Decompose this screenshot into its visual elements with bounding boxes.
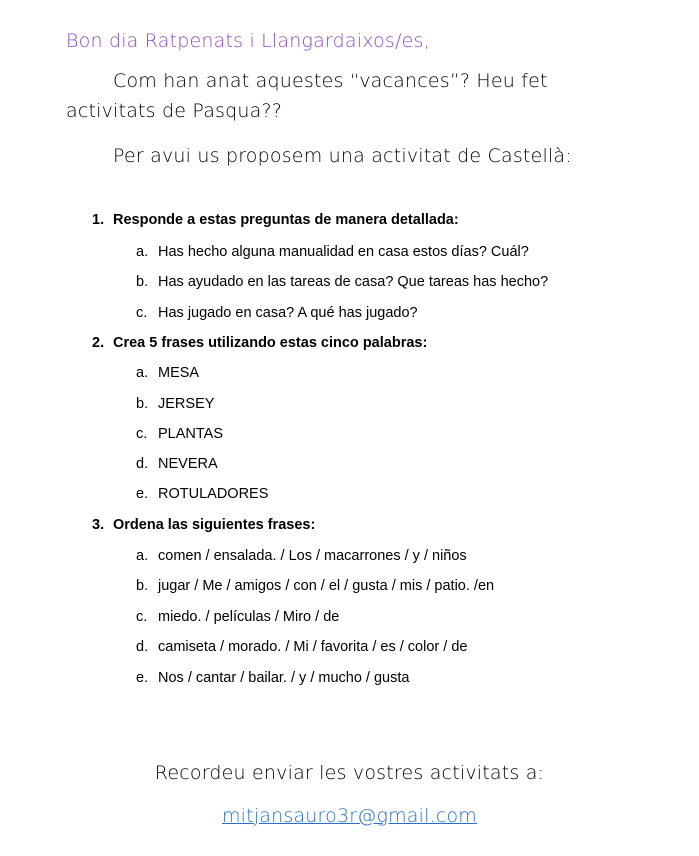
item-letter: a. [136, 244, 149, 260]
item-letter: e. [136, 670, 149, 686]
item-letter: e. [136, 486, 149, 502]
intro-line-1: Com han anat aquestes “vacances”? Heu fet [113, 70, 548, 92]
item-letter: c. [136, 305, 148, 321]
list-item [136, 244, 529, 260]
item-text: Has ayudado en las tareas de casa? Que tareas has hecho? [158, 274, 549, 290]
greeting: Bon dia Ratpenats i Llangardaixos/es, [66, 30, 430, 52]
list-item [136, 274, 548, 290]
item-letter: a. [136, 365, 149, 381]
item-text: Nos / cantar / bailar. / y / mucho / gusta [158, 670, 410, 686]
footer-text: Recordeu enviar les vostres activitats a: [154, 762, 545, 784]
list-item [136, 305, 418, 321]
item-letter: b. [136, 274, 149, 290]
list-item [136, 670, 409, 686]
question-title: Ordena las siguientes frases: [113, 517, 316, 533]
item-text: Has hecho alguna manualidad en casa estos días? Cuál? [158, 244, 529, 260]
item-text: comen / ensalada. / Los / macarrones / y / niños [158, 548, 467, 564]
list-item [136, 578, 494, 594]
item-text: MESA [158, 365, 200, 381]
list-item [136, 426, 223, 442]
item-letter: c. [136, 609, 148, 625]
email-link[interactable]: mitjansauro3r@gmail.com [221, 805, 478, 827]
list-item [136, 486, 268, 502]
item-text: camiseta / morado. / Mi / favorita / es / color / de [158, 639, 468, 655]
list-item [136, 456, 218, 472]
item-text: jugar / Me / amigos / con / el / gusta / mis / patio. /en [158, 578, 495, 594]
item-text: miedo. / películas / Miro / de [158, 609, 340, 625]
question-number: 2. [92, 335, 105, 351]
item-letter: d. [136, 639, 149, 655]
list-item [136, 548, 467, 564]
item-text: ROTULADORES [158, 486, 269, 502]
list-item [136, 396, 214, 412]
question-heading [92, 335, 427, 351]
question-title: Crea 5 frases utilizando estas cinco palabras: [113, 335, 428, 351]
item-letter: c. [136, 426, 148, 442]
question-number: 1. [92, 212, 105, 228]
question-number: 3. [92, 517, 105, 533]
intro-line-2: activitats de Pasqua?? [66, 100, 283, 122]
list-item [136, 609, 339, 625]
item-letter: a. [136, 548, 149, 564]
list-item [136, 639, 467, 655]
list-item [136, 365, 199, 381]
intro-line-3: Per avui us proposem una activitat de Castellà: [113, 145, 572, 167]
item-text: NEVERA [158, 456, 218, 472]
email-line [0, 805, 699, 827]
question-heading [92, 517, 315, 533]
item-letter: b. [136, 578, 149, 594]
item-text: JERSEY [158, 396, 215, 412]
item-text: PLANTAS [158, 426, 224, 442]
question-heading [92, 212, 459, 228]
item-letter: b. [136, 396, 149, 412]
item-letter: d. [136, 456, 149, 472]
question-title: Responde a estas preguntas de manera detallada: [113, 212, 459, 228]
item-text: Has jugado en casa? A qué has jugado? [158, 305, 418, 321]
